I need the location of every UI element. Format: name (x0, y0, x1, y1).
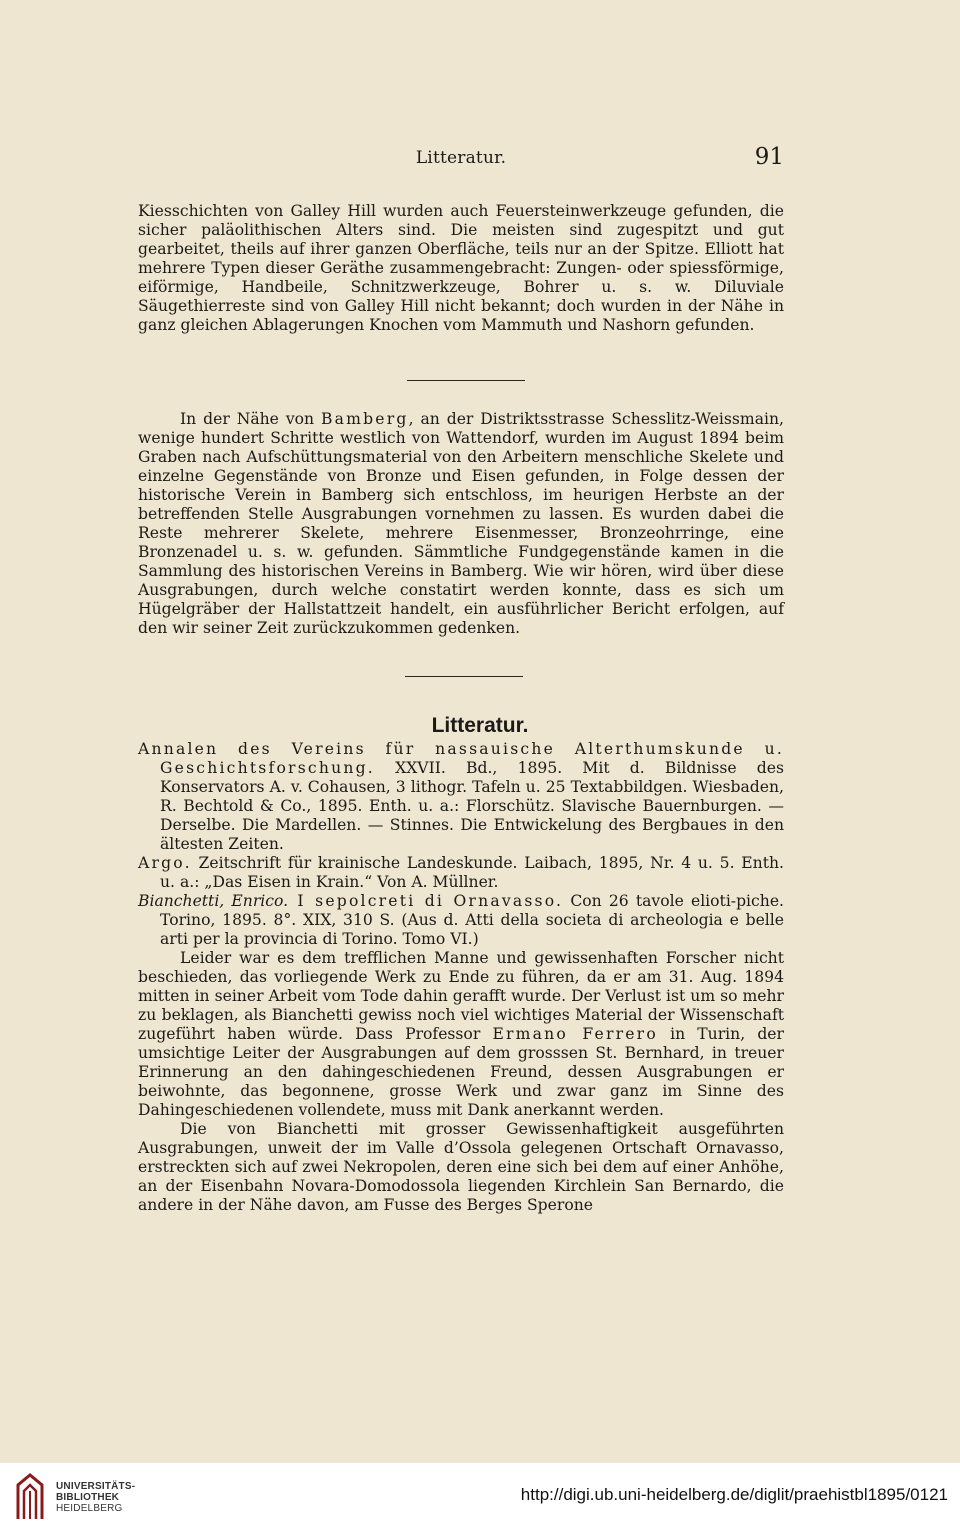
paragraph-galley-hill (138, 202, 784, 335)
entry-title: I sepolcreti di Ornavasso. (288, 892, 564, 910)
paragraph-ornavasso: Die von Bianchetti mit grosser Gewissenhaftigkeit ausgeführten Ausgrabungen, unweit der im Valle d’Ossola gelegenen Ortschaft Ornavasso, erstreckten sich auf zwei Nekropolen, deren eine sich bei dem auf einer Anhöhe, an der Eisenbahn Novara-Domodossola liegenden Kirchlein San Bernardo, die andere in der Nähe davon, am Fusse des Berges Sperone (138, 1120, 784, 1214)
separator-rule (405, 676, 523, 677)
paragraph-text: Kiesschichten von Galley Hill wurden auch Feuersteinwerkzeuge gefunden, die sicher paläolithischen Alters sind. Die meisten sind zugespitzt und gut gearbeitet, theils auf ihrer ganzen Oberfläche, teils nur an der Spitze. Elliott hat mehrere Typen dieser Geräthe zusammengebracht: Zungen- oder spiessförmige, eiförmige, Handbeile, Schnitzwerkzeuge, Bohrer u. s. w. Diluviale Säugethierreste sind von Galley Hill nicht bekannt; doch wurden in der Nähe in ganz gleichen Ablagerungen Knochen vom Mammuth und Nashorn gefunden. (138, 202, 784, 334)
bibliography-list (138, 740, 784, 1215)
footer-bar (0, 1463, 960, 1533)
entry-title: Annalen des Vereins für nassauische Alterthumskunde u. Geschichtsforschung. (138, 740, 784, 777)
bibliography-entry-bianchetti (138, 892, 784, 949)
source-url-link[interactable]: http://digi.ub.uni-heidelberg.de/diglit/praehistbl1895/0121 (520, 1485, 948, 1504)
running-header (138, 144, 784, 172)
bibliography-entry-argo (138, 854, 784, 892)
text-run: in Turin, der umsichtige Leiter der Ausgrabungen auf dem grosssen St. Bernhard, in treuer Erinnerung an den dahingeschiedenen Freund, dessen Ausgrabungen er beiwohnte, das begonnene, grosse Werk und zwar ganz im Sinne des Dahingeschiedenen vollendete, muss mit Dank anerkannt werden. (138, 1025, 784, 1119)
paragraph-bamberg (138, 410, 784, 638)
spaced-name-bamberg: Bamberg (320, 410, 409, 428)
library-name (56, 1481, 135, 1514)
page-number: 91 (754, 144, 784, 170)
library-name-line: BIBLIOTHEK (56, 1492, 120, 1503)
entry-details: XXVII. Bd., 1895. Mit d. Bildnisse des Konservators A. v. Cohausen, 3 lithogr. Tafeln u. 25 Textabbildgen. Wiesbaden, R. Bechtold & Co., 1895. Enth. u. a.: Florschütz. Slavische Bauernburgen. — Derselbe. Die Mardellen. — Stinnes. Die Entwickelung des Bergbaues in den ältesten Zeiten. (160, 759, 784, 853)
running-title: Litteratur. (415, 148, 507, 168)
entry-details: Con 26 tavole elioti-piche. Torino, 1895. 8°. XIX, 310 S. (Aus d. Atti della societa di archeologia e belle arti per la provincia di Torino. Tomo VI.) (160, 892, 785, 948)
paragraph-bianchetti-obituary (138, 949, 784, 1120)
entry-author: Bianchetti, Enrico. (138, 892, 289, 910)
entry-title: Argo. (138, 854, 192, 872)
library-logo-icon (12, 1471, 48, 1523)
separator-rule (407, 380, 525, 381)
text-run: , an der Distriktsstrasse Schesslitz-Weissmain, wenige hundert Schritte westlich von Wattendorf, wurden im August 1894 beim Graben nach Aufschüttungsmaterial von den Arbeitern menschliche Skelete und einzelne Gegenstände von Bronze und Eisen gefunden, in Folge dessen der historische Verein in Bamberg sich entschloss, im heurigen Herbste an der betreffenden Stelle Ausgrabungen vornehmen zu lassen. Es wurden dabei die Reste mehrerer Skelete, mehrere Eisenmesser, Bronzeohrringe, eine Bronzenadel u. s. w. gefunden. Sämmtliche Fundgegenstände kamen in die Sammlung des historischen Vereins in Bamberg. Wie wir hören, wird über diese Ausgrabungen, durch welche constatirt werden konnte, dass es sich um Hügelgräber der Hallstattzeit handelt, ein ausführlicher Bericht erfolgen, auf den wir seiner Zeit zurückzukommen gedenken. (138, 410, 784, 637)
spaced-name-ferrero: Ermano Ferrero (492, 1025, 658, 1043)
text-run: Leider war es dem trefflichen Manne und gewissenhaften Forscher nicht beschieden, das vorliegende Werk zu Ende zu führen, da er am 31. Aug. 1894 mitten in seiner Arbeit vom Tode dahin gerafft wurde. Der Verlust ist um so mehr zu beklagen, als Bianchetti gewiss noch viel wichtiges Material der Wissenschaft zugeführt haben würde. Dass Professor (138, 949, 784, 1043)
text-run: In der Nähe von (180, 410, 321, 428)
library-name-line: HEIDELBERG (56, 1503, 123, 1514)
paragraph-text (138, 410, 784, 638)
entry-details: Zeitschrift für krainische Landeskunde. Laibach, 1895, Nr. 4 u. 5. Enth. u. a.: „Das Eisen in Krain.“ Von A. Müllner. (160, 854, 784, 891)
bibliography-entry-annalen (138, 740, 784, 854)
library-name-line: UNIVERSITÄTS- (56, 1481, 136, 1492)
section-heading: Litteratur. (431, 714, 529, 737)
